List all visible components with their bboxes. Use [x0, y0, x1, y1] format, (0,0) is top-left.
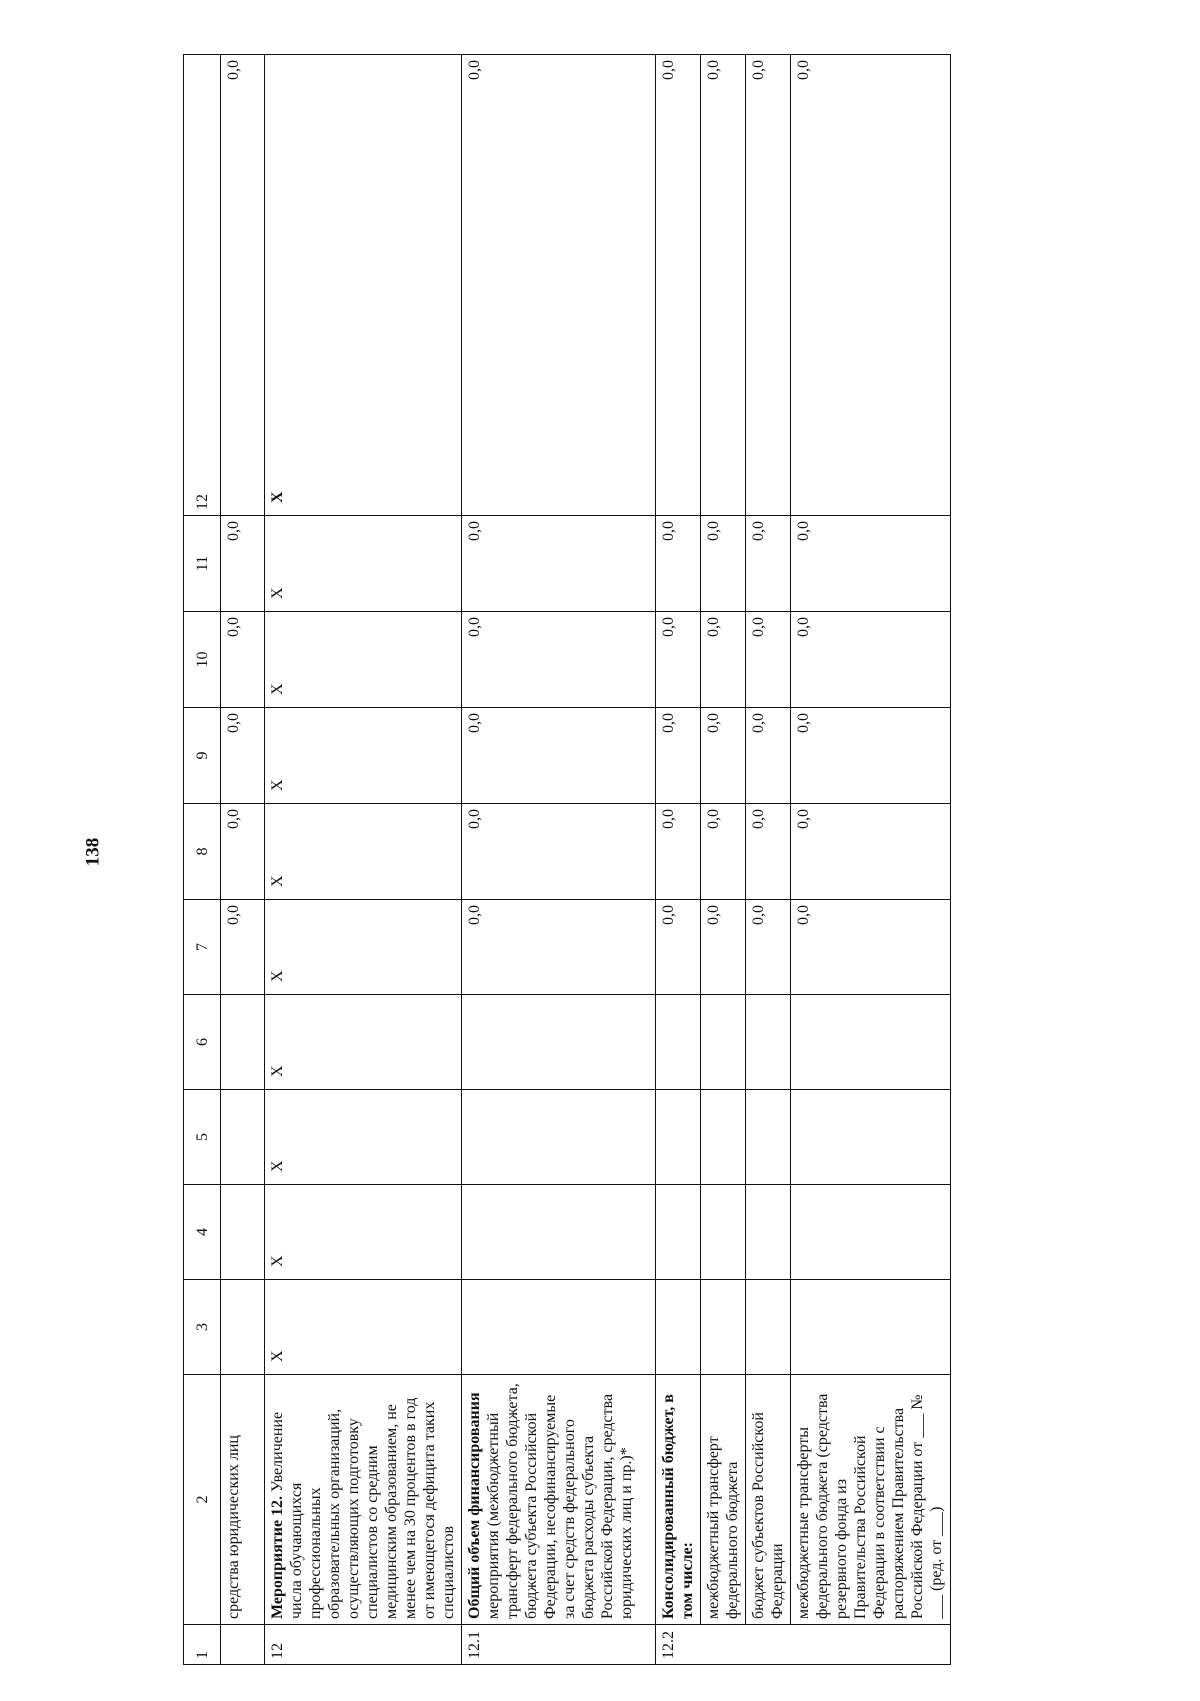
table-cell: [701, 1280, 746, 1375]
table-cell: 0,0: [746, 900, 791, 995]
table-cell: 0,0: [791, 55, 951, 516]
table-cell: [656, 1185, 701, 1280]
table-cell: X: [265, 995, 462, 1090]
table-cell: [221, 995, 265, 1090]
table-cell: X: [265, 804, 462, 900]
header-cell: 9: [184, 708, 221, 804]
table-cell: 0,0: [656, 516, 701, 612]
table-cell: 0,0: [656, 708, 701, 804]
table-cell: 0,0: [791, 516, 951, 612]
table-cell: 0,0: [791, 708, 951, 804]
table-cell: X: [265, 612, 462, 708]
table-header-row: [184, 55, 221, 1665]
table-cell: 0,0: [791, 900, 951, 995]
table-cell: 0,0: [746, 708, 791, 804]
table-cell: [462, 1280, 656, 1375]
table-cell: 0,0: [221, 900, 265, 995]
event-description: Увеличение числа обучающихся профессиональных образовательных организаций, осуществляющих подготовку специалистов со средним медицинским образованием, не менее чем на 30 процентов в год от имеющегося дефицита таких специалистов: [269, 1397, 457, 1619]
table-cell: 0,0: [462, 708, 656, 804]
header-cell: 6: [184, 995, 221, 1090]
table-row: [701, 55, 746, 1665]
table-cell: X: [265, 1185, 462, 1280]
table-cell: [791, 1090, 951, 1185]
header-cell: 12: [184, 55, 221, 516]
table-cell: [791, 1280, 951, 1375]
row-title: Общий объем финансирования: [466, 1392, 483, 1619]
row-label: [656, 1375, 701, 1625]
row-number: 12.2: [656, 1625, 951, 1665]
row-number: [221, 1625, 265, 1665]
table-cell: [221, 1185, 265, 1280]
header-cell: 7: [184, 900, 221, 995]
table-cell: [701, 1185, 746, 1280]
table-row: [221, 55, 265, 1665]
table-cell: 0,0: [701, 612, 746, 708]
table-cell: X: [265, 1090, 462, 1185]
table-cell: X: [265, 516, 462, 612]
row-description: мероприятия (межбюджетный трансферт федерального бюджета, бюджета субъекта Российской Федерации, несофинансируемые за счет средств федерального бюджета расходы субъекта Российской Федерации, средства юридических лиц и пр.)*: [485, 1383, 635, 1619]
table-cell: 0,0: [746, 516, 791, 612]
table-cell: [746, 1090, 791, 1185]
table-cell: 0,0: [221, 708, 265, 804]
table-cell: 0,0: [656, 55, 701, 516]
financing-table: [183, 54, 951, 1665]
table-cell: 0,0: [791, 804, 951, 900]
table-cell: [701, 995, 746, 1090]
table-cell: [746, 995, 791, 1090]
table-cell: [746, 1280, 791, 1375]
table-cell: 0,0: [656, 900, 701, 995]
table-cell: 0,0: [656, 804, 701, 900]
table-cell: 0,0: [462, 516, 656, 612]
table-row: [265, 55, 462, 1665]
table-cell: 0,0: [462, 55, 656, 516]
table-cell: [221, 1090, 265, 1185]
table-cell: [656, 995, 701, 1090]
header-cell: 10: [184, 612, 221, 708]
table-cell: X: [265, 1280, 462, 1375]
row-number: 12.1: [462, 1625, 656, 1665]
page-number: 138: [82, 837, 103, 867]
table-row: [462, 55, 656, 1665]
row-label: [265, 1375, 462, 1625]
table-cell: 0,0: [746, 804, 791, 900]
table-cell: 0,0: [701, 516, 746, 612]
table-cell: 0,0: [221, 804, 265, 900]
table-cell: 0,0: [462, 900, 656, 995]
table-cell: X: [265, 900, 462, 995]
table-row: [746, 55, 791, 1665]
table-cell: 0,0: [791, 612, 951, 708]
table-row: [791, 55, 951, 1665]
rotated-table-container: [183, 55, 989, 1665]
table-cell: 0,0: [462, 804, 656, 900]
row-label: межбюджетный трансферт федерального бюджета: [701, 1375, 746, 1625]
table-cell: 0,0: [746, 612, 791, 708]
table-cell: [701, 1090, 746, 1185]
table-cell: [656, 1280, 701, 1375]
table-cell: 0,0: [746, 55, 791, 516]
table-cell: [746, 1185, 791, 1280]
table-cell: [656, 1090, 701, 1185]
row-number: 12: [265, 1625, 462, 1665]
row-label: бюджет субъектов Российской Федерации: [746, 1375, 791, 1625]
table-cell: [791, 1185, 951, 1280]
row-label: средства юридических лиц: [221, 1375, 265, 1625]
table-cell: 0,0: [701, 804, 746, 900]
row-label: межбюджетные трансферты федерального бюджета (средства резервного фонда из Правительства Российской Федерации в соответствии с распоряжением Правительства Российской Федерации от ___ № ___ (ред. от ___): [791, 1375, 951, 1625]
row-title: Консолидированный бюджет, в том числе:: [660, 1394, 696, 1619]
header-cell: 11: [184, 516, 221, 612]
table-cell: X: [265, 708, 462, 804]
table-cell: 0,0: [221, 516, 265, 612]
table-cell: [462, 1090, 656, 1185]
table-cell: 0,0: [656, 612, 701, 708]
event-title: Мероприятие 12.: [269, 1495, 286, 1619]
header-cell: 5: [184, 1090, 221, 1185]
table-cell: [462, 1185, 656, 1280]
table-cell: 0,0: [701, 55, 746, 516]
table-cell: 0,0: [462, 612, 656, 708]
row-label: [462, 1375, 656, 1625]
table-cell: [221, 1280, 265, 1375]
header-cell: 8: [184, 804, 221, 900]
header-cell: 3: [184, 1280, 221, 1375]
table-cell: 0,0: [221, 55, 265, 516]
table-cell: 0,0: [701, 900, 746, 995]
table-cell: X: [265, 55, 462, 516]
table-cell: [791, 995, 951, 1090]
table-cell: 0,0: [701, 708, 746, 804]
table-row: [656, 55, 701, 1665]
header-cell: 2: [184, 1375, 221, 1625]
header-cell: 1: [184, 1625, 221, 1665]
table-cell: 0,0: [221, 612, 265, 708]
table-cell: [462, 995, 656, 1090]
header-cell: 4: [184, 1185, 221, 1280]
